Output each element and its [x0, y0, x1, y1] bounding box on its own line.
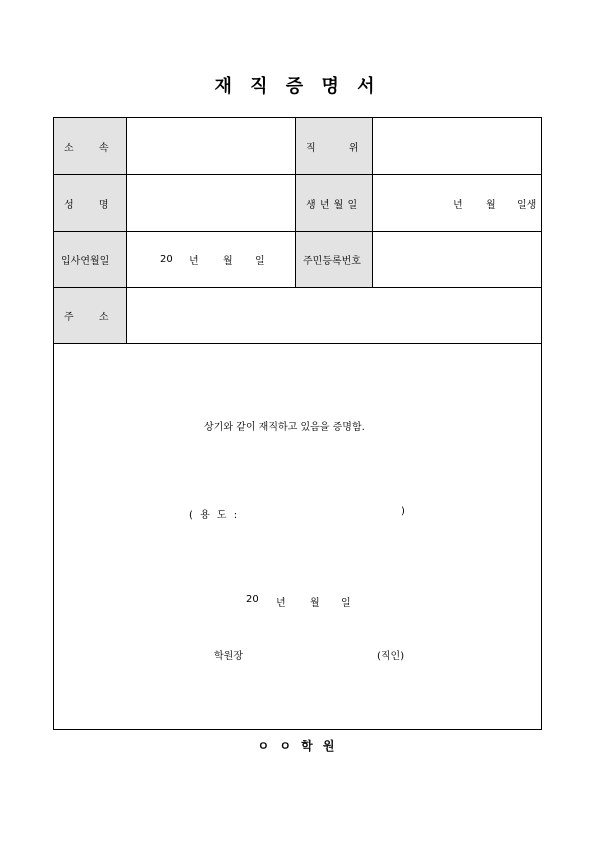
issue-date-day-unit: 일 — [341, 598, 351, 609]
certificate-body — [54, 344, 541, 729]
issue-date-year-unit: 년 — [276, 598, 286, 609]
field-name[interactable] — [127, 175, 295, 231]
row-affiliation — [54, 118, 541, 175]
label-affiliation — [54, 118, 127, 174]
document-title: 재 직 증 명 서 — [214, 76, 381, 97]
row-address — [54, 288, 541, 344]
hire-year-unit: 년 — [189, 256, 199, 267]
label-resident-number — [295, 232, 373, 287]
signer-role: 학원장 — [214, 651, 243, 662]
birth-day-unit: 일생 — [517, 199, 537, 211]
label-address — [54, 288, 127, 343]
label-birthdate-text: 생 년 월 일 — [306, 199, 358, 211]
purpose-close: ) — [401, 506, 405, 517]
label-birthdate — [295, 175, 373, 231]
label-name — [54, 175, 127, 231]
row-hire-date — [54, 232, 541, 288]
hire-day-unit: 일 — [255, 256, 265, 267]
issue-date-century: 20 — [246, 594, 259, 605]
institution-name: ㅇ ㅇ 학 원 — [257, 739, 338, 753]
hire-month-unit: 월 — [223, 256, 233, 267]
label-hire-date-text: 입사연월일 — [61, 256, 110, 267]
certification-statement: 상기와 같이 재직하고 있음을 증명함. — [204, 422, 365, 433]
birth-month-unit: 월 — [486, 199, 496, 211]
label-position — [295, 118, 373, 174]
label-address-text: 주 소 — [64, 312, 109, 323]
certificate-form — [53, 117, 542, 730]
label-position-text: 직 위 — [306, 142, 359, 154]
issue-date-month-unit: 월 — [310, 598, 320, 609]
field-hire-date[interactable] — [127, 232, 295, 287]
hire-century: 20 — [160, 254, 173, 265]
official-seal-placeholder: (직인) — [377, 651, 405, 662]
label-name-text: 성 명 — [64, 199, 109, 211]
birth-year-unit: 년 — [453, 199, 463, 211]
row-name — [54, 175, 541, 232]
field-affiliation[interactable] — [127, 118, 295, 174]
field-resident-number[interactable] — [373, 232, 541, 287]
label-resident-number-text: 주민등록번호 — [303, 256, 361, 267]
field-position[interactable] — [373, 118, 541, 174]
field-address[interactable] — [127, 288, 541, 343]
label-hire-date — [54, 232, 127, 287]
label-affiliation-text: 소 속 — [64, 142, 109, 154]
purpose-field[interactable] — [239, 502, 399, 520]
purpose-open: ( 용 도 : — [189, 510, 238, 521]
field-birthdate[interactable] — [373, 175, 541, 231]
